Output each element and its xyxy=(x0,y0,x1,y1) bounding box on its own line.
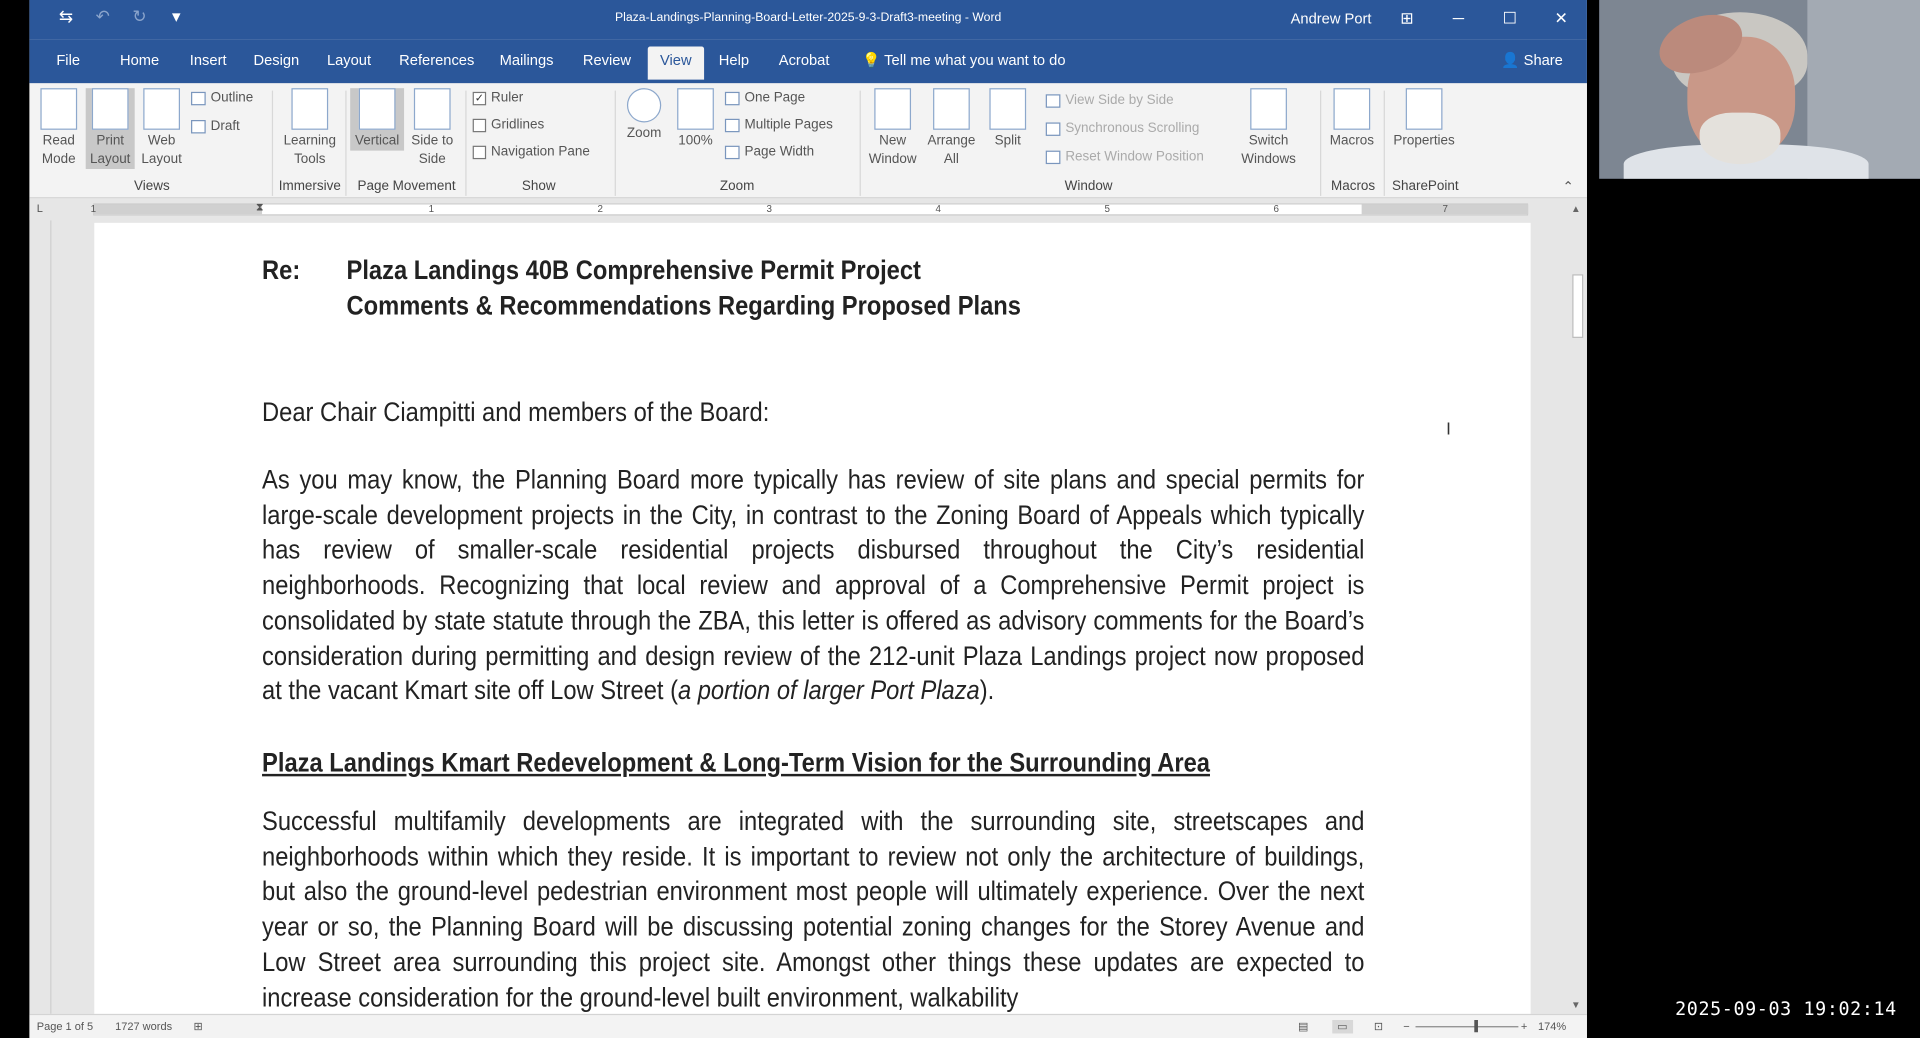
vertical-ruler[interactable] xyxy=(34,220,51,1013)
synchronous-scrolling-label: Synchronous Scrolling xyxy=(1065,121,1200,136)
read-mode-view-icon[interactable]: ▤ xyxy=(1297,1020,1309,1033)
person-icon: 👤 xyxy=(1501,51,1520,69)
redo-icon[interactable]: ↻ xyxy=(132,6,147,26)
webcam-video xyxy=(1599,0,1920,179)
proofing-icon[interactable]: ⊞ xyxy=(193,1020,203,1033)
share-button[interactable] xyxy=(1501,51,1563,68)
properties-label: Properties xyxy=(1393,133,1455,149)
tab-home[interactable]: Home xyxy=(120,51,160,69)
document-title: Plaza-Landings-Planning-Board-Letter-2025-9-3-Draft3-meeting - Word xyxy=(614,11,1002,25)
arrange-all-icon xyxy=(933,88,970,130)
read-mode-label: Read Mode xyxy=(41,133,76,167)
title-bar xyxy=(29,0,1587,39)
one-page-button[interactable] xyxy=(725,91,805,106)
checkbox-icon xyxy=(473,145,486,158)
navigation-pane-label: Navigation Pane xyxy=(491,144,590,160)
re-subject-line-2: Comments & Recommendations Regarding Proposed Plans xyxy=(346,290,1021,321)
zoom-out-icon[interactable]: − xyxy=(1403,1020,1410,1033)
reset-window-position-label: Reset Window Position xyxy=(1065,149,1204,165)
word-count[interactable]: 1727 words xyxy=(115,1020,173,1033)
group-zoom-label: Zoom xyxy=(719,178,755,194)
horizontal-ruler[interactable] xyxy=(29,198,1587,220)
separator xyxy=(1320,91,1321,196)
tab-selector-icon[interactable]: L xyxy=(36,202,43,215)
user-name[interactable]: Andrew Port xyxy=(1290,9,1372,27)
vertical-label: Vertical xyxy=(355,133,400,149)
properties-button[interactable] xyxy=(1389,88,1460,150)
customize-qat-icon[interactable]: ▾ xyxy=(172,6,181,26)
group-views-label: Views xyxy=(133,178,170,194)
vertical-icon xyxy=(359,88,396,130)
separator xyxy=(1384,91,1385,196)
tab-view[interactable]: View xyxy=(648,47,704,80)
draft-label: Draft xyxy=(210,118,240,134)
draft-icon xyxy=(191,119,206,132)
split-label: Split xyxy=(994,133,1021,149)
zoom-100-label: 100% xyxy=(678,133,713,149)
video-timestamp: 2025-09-03 19:02:14 xyxy=(1675,997,1897,1021)
read-mode-icon xyxy=(40,88,77,130)
ruler-number: 1 xyxy=(90,203,97,215)
side-by-side-icon xyxy=(1046,94,1061,107)
multiple-pages-button[interactable] xyxy=(725,118,833,133)
re-label: Re: xyxy=(262,254,301,286)
indent-marker-icon[interactable]: ⧗ xyxy=(255,200,264,214)
reset-window-position-button[interactable] xyxy=(1046,149,1204,164)
page-width-icon xyxy=(725,145,740,158)
ruler-number: 2 xyxy=(597,203,604,215)
properties-icon xyxy=(1406,88,1443,130)
tab-references[interactable]: References xyxy=(399,51,475,69)
arrange-all-label: Arrange All xyxy=(927,133,976,167)
print-layout-view-icon[interactable]: ▭ xyxy=(1332,1020,1352,1033)
vertical-scrollbar[interactable] xyxy=(1567,198,1587,1014)
minimize-icon[interactable]: ─ xyxy=(1452,8,1465,27)
status-bar xyxy=(29,1014,1587,1038)
print-layout-label: Print Layout xyxy=(89,133,131,167)
new-window-button[interactable] xyxy=(864,88,920,169)
group-macros-label: Macros xyxy=(1330,178,1376,194)
tab-file[interactable]: File xyxy=(56,51,81,69)
synchronous-scrolling-button[interactable] xyxy=(1046,121,1200,136)
separator xyxy=(272,91,273,196)
ruler-number: 6 xyxy=(1273,203,1279,215)
web-layout-icon xyxy=(143,88,180,130)
word-window xyxy=(29,0,1587,1038)
group-immersive-label: Immersive xyxy=(278,178,341,194)
arrange-all-button[interactable] xyxy=(923,88,979,169)
page-width-button[interactable] xyxy=(725,144,814,159)
zoom-100-button[interactable] xyxy=(671,88,720,150)
tab-design[interactable]: Design xyxy=(253,51,300,69)
tab-mailings[interactable]: Mailings xyxy=(499,51,554,69)
split-icon xyxy=(989,88,1026,130)
salutation: Dear Chair Ciampitti and members of the Board: xyxy=(262,396,770,428)
paragraph-1 xyxy=(262,463,1364,709)
tell-me-search[interactable] xyxy=(862,51,1065,68)
outline-button[interactable] xyxy=(191,91,253,106)
scroll-up-icon[interactable]: ▲ xyxy=(1571,203,1581,215)
side-to-side-icon xyxy=(414,88,451,130)
paragraph-1-text: As you may know, the Planning Board more typically has review of site plans and special permits for large-scale development projects in the City, in contrast to the Zoning Board of Appeals which typically has review of smaller-scale residential projects disbursed throughout the City’s residential neighborhoods. Recognizing that local review and approval of a Comprehensive Permit project is consolidated by state statute through the ZBA, this letter is offered as advisory comments for the Board’s consideration during permitting and design review of the 212-unit Plaza Landings project now proposed at the vacant Kmart site off Low Street ( xyxy=(262,464,1365,706)
split-button[interactable] xyxy=(984,88,1031,150)
web-layout-label: Web Layout xyxy=(141,133,182,167)
close-icon[interactable]: ✕ xyxy=(1554,8,1568,27)
webcam-beard xyxy=(1700,113,1781,164)
scrollbar-thumb[interactable] xyxy=(1572,274,1583,338)
ruler-label: Ruler xyxy=(491,90,524,106)
share-label: Share xyxy=(1523,51,1563,69)
multiple-pages-icon xyxy=(725,118,740,131)
learning-tools-icon xyxy=(291,88,328,130)
tab-layout[interactable]: Layout xyxy=(326,51,372,69)
separator xyxy=(345,91,346,196)
macros-label: Macros xyxy=(1329,133,1374,149)
ruler-number: 1 xyxy=(428,203,435,215)
re-subject-line-1: Plaza Landings 40B Comprehensive Permit Project xyxy=(346,254,921,286)
macros-icon xyxy=(1333,88,1370,130)
text-cursor-icon: I xyxy=(1446,418,1451,439)
gridlines-label: Gridlines xyxy=(491,117,545,133)
ruler-checkbox[interactable] xyxy=(473,91,524,106)
new-window-label: New Window xyxy=(868,133,917,167)
ribbon-view xyxy=(29,83,1587,198)
group-show-label: Show xyxy=(521,178,556,194)
outline-label: Outline xyxy=(210,90,254,106)
view-side-by-side-label: View Side by Side xyxy=(1065,93,1174,108)
ribbon-tabs xyxy=(29,39,1587,83)
zoom-in-icon[interactable]: + xyxy=(1520,1020,1528,1033)
switch-windows-icon xyxy=(1250,88,1287,130)
zoom-slider[interactable] xyxy=(1416,1026,1519,1027)
switch-windows-label: Switch Windows xyxy=(1241,133,1296,167)
checkbox-checked-icon: ✓ xyxy=(473,91,486,104)
ruler-number: 5 xyxy=(1104,203,1110,215)
lightbulb-icon: 💡 xyxy=(862,51,881,69)
one-page-label: One Page xyxy=(744,90,806,106)
group-window-label: Window xyxy=(1064,178,1113,194)
tab-help[interactable]: Help xyxy=(718,51,750,69)
zoom-button[interactable] xyxy=(620,88,669,143)
zoom-level[interactable]: 174% xyxy=(1537,1020,1567,1033)
section-heading: Plaza Landings Kmart Redevelopment & Long-Term Vision for the Surrounding Area xyxy=(262,746,1210,778)
collapse-ribbon-icon[interactable]: ⌃ xyxy=(1562,180,1574,195)
read-mode-button[interactable] xyxy=(34,88,83,169)
separator xyxy=(860,91,861,196)
maximize-icon[interactable]: ☐ xyxy=(1502,8,1517,27)
draft-button[interactable] xyxy=(191,119,240,134)
paragraph-2: Successful multifamily developments are integrated with the surrounding site, streetscapes and neighborhoods within which they reside. It is important to review not only the architecture of buildings, but also the ground-level pedestrian environment most people will ultimately experience. Over the next year or so, the Planning Board will be discussing potential zoning changes for the Storey Avenue and Low Street area surrounding this project site. Amongst other things these updates are expected to increase consideration for the ground-level built environment, walkability xyxy=(262,805,1365,1013)
zoom-100-icon xyxy=(677,88,714,130)
gridlines-checkbox[interactable] xyxy=(473,118,545,133)
side-to-side-label: Side to Side xyxy=(411,133,454,167)
learning-tools-label: Learning Tools xyxy=(283,133,337,167)
autosave-icon[interactable]: ⇆ xyxy=(58,6,74,26)
new-window-icon xyxy=(874,88,911,130)
paragraph-1-end: ). xyxy=(979,674,995,706)
zoom-label: Zoom xyxy=(626,126,662,141)
document-page[interactable] xyxy=(94,223,1530,1019)
window-controls xyxy=(1381,0,1587,39)
tab-acrobat[interactable]: Acrobat xyxy=(778,51,830,69)
ruler-number: 3 xyxy=(766,203,772,215)
paragraph-1-italic: a portion of larger Port Plaza xyxy=(677,674,980,706)
navigation-pane-checkbox[interactable] xyxy=(473,144,590,159)
learning-tools-button[interactable] xyxy=(280,88,339,169)
tab-insert[interactable]: Insert xyxy=(189,51,227,69)
side-to-side-button[interactable] xyxy=(407,88,458,169)
ruler-track xyxy=(90,200,1528,215)
checkbox-icon xyxy=(473,118,486,131)
separator xyxy=(615,91,616,196)
scroll-down-icon[interactable]: ▼ xyxy=(1571,999,1581,1011)
undo-icon[interactable]: ↶ xyxy=(95,6,111,26)
separator xyxy=(465,91,466,196)
ribbon-display-options-icon[interactable]: ⊞ xyxy=(1400,8,1414,27)
vertical-button[interactable] xyxy=(350,88,404,150)
zoom-slider-thumb[interactable] xyxy=(1474,1020,1478,1032)
switch-windows-button[interactable] xyxy=(1237,88,1301,169)
sync-scroll-icon xyxy=(1046,122,1061,135)
page-width-label: Page Width xyxy=(744,144,815,160)
one-page-icon xyxy=(725,91,740,104)
web-layout-button[interactable] xyxy=(137,88,186,169)
multiple-pages-label: Multiple Pages xyxy=(744,117,833,133)
ruler-number: 7 xyxy=(1442,203,1448,215)
magnifier-icon xyxy=(627,88,661,122)
view-side-by-side-button[interactable] xyxy=(1046,93,1174,108)
reset-window-icon xyxy=(1046,150,1061,163)
tab-review[interactable]: Review xyxy=(582,51,632,69)
page-count[interactable]: Page 1 of 5 xyxy=(36,1020,94,1033)
ruler-left-margin xyxy=(90,203,262,215)
print-layout-icon xyxy=(92,88,129,130)
print-layout-button[interactable] xyxy=(86,88,135,169)
outline-icon xyxy=(191,91,206,104)
group-page-movement-label: Page Movement xyxy=(357,178,456,194)
group-sharepoint-label: SharePoint xyxy=(1391,178,1459,194)
ruler-number: 4 xyxy=(935,203,941,215)
macros-button[interactable] xyxy=(1325,88,1379,150)
tell-me-label: Tell me what you want to do xyxy=(884,51,1066,69)
web-layout-view-icon[interactable]: ⊡ xyxy=(1373,1020,1384,1033)
